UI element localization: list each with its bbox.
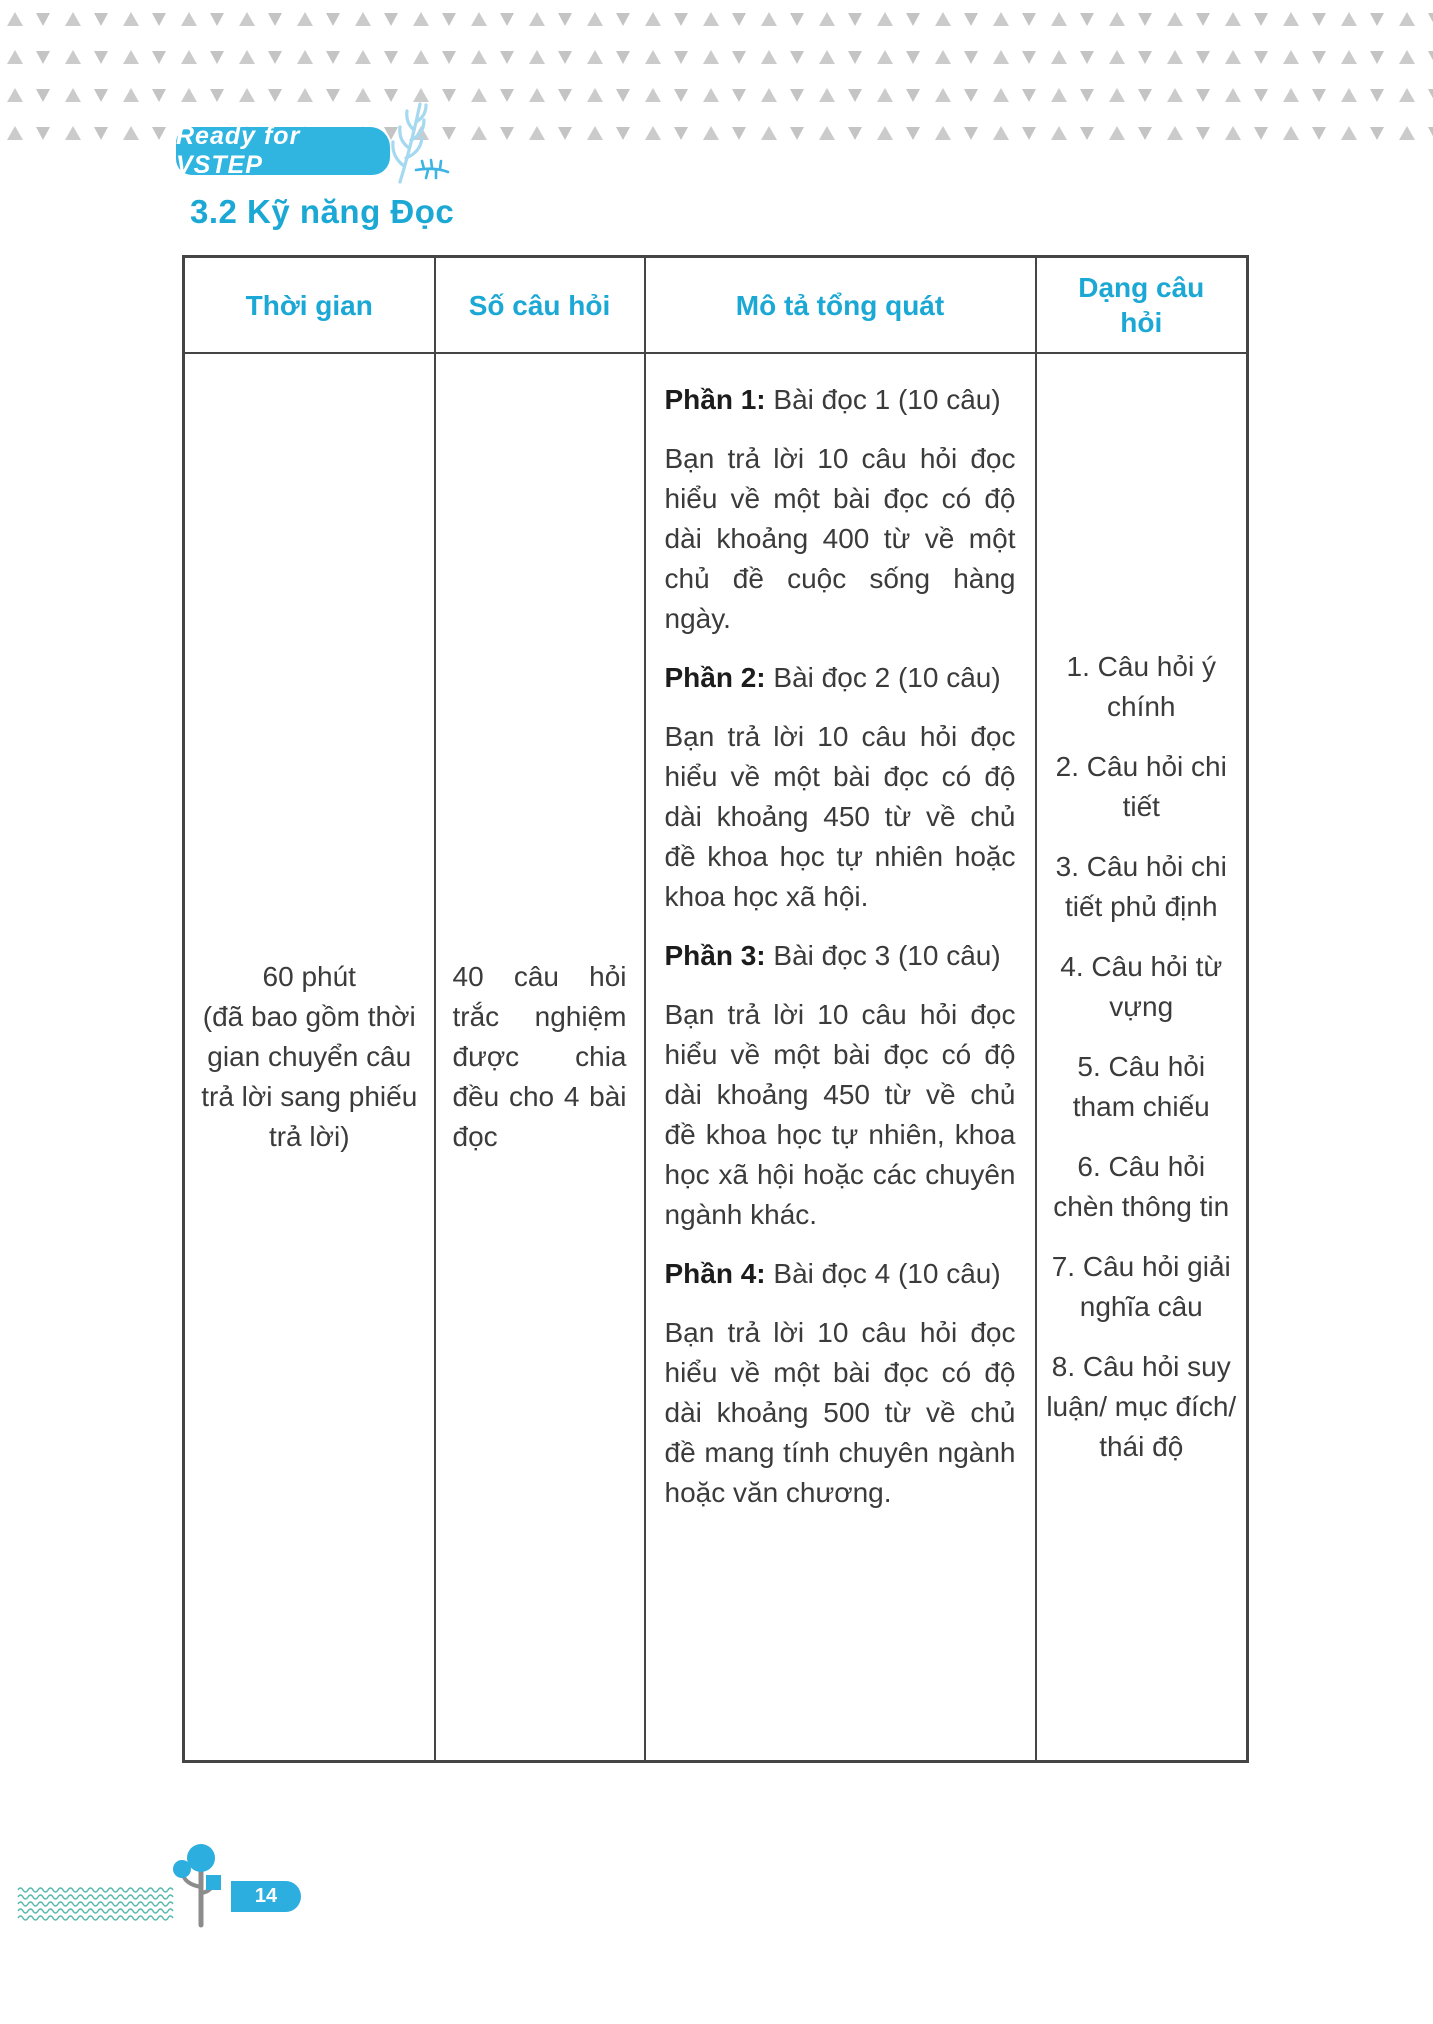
header-thoi-gian: Thời gian (184, 257, 435, 354)
overview-paragraph: Bạn trả lời 10 câu hỏi đọc hiểu về một bài đọc có độ dài khoảng 400 từ về một chủ đề cuộc sống hàng ngày. (664, 443, 1016, 634)
reading-skill-table (182, 255, 1249, 1763)
cell-duration (184, 353, 435, 1762)
table-header-row (184, 257, 1248, 354)
header-so-cau-hoi: Số câu hỏi (435, 257, 645, 354)
table-body-row (184, 353, 1248, 1762)
tree-icon (173, 1844, 221, 1925)
overview-paragraph: Bạn trả lời 10 câu hỏi đọc hiểu về một bài đọc có độ dài khoảng 500 từ về chủ đề mang tính chuyên ngành hoặc văn chương. (664, 1317, 1016, 1508)
cell-overview (645, 353, 1036, 1762)
page-number: 14 (254, 1885, 278, 1907)
question-type-item: 1. Câu hỏi ý chính (1066, 651, 1216, 722)
cell-question-types (1036, 353, 1248, 1762)
fern-icon (378, 96, 458, 188)
overview-paragraph: Phần 3: Bài đọc 3 (10 câu) (664, 940, 1001, 971)
header-mo-ta-tong-quat: Mô tả tổng quát (645, 257, 1036, 354)
overview-paragraph: Phần 4: Bài đọc 4 (10 câu) (664, 1258, 1001, 1289)
page-number-badge (231, 1881, 301, 1912)
question-type-item: 7. Câu hỏi giải nghĩa câu (1051, 1251, 1231, 1322)
duration-main: 60 phút (262, 961, 356, 992)
brand-badge-label: Ready for VSTEP (176, 122, 301, 179)
brand-badge (176, 122, 390, 179)
question-type-item: 2. Câu hỏi chi tiết (1055, 751, 1227, 822)
section-title: 3.2 Kỹ năng Đọc (190, 193, 455, 230)
cell-question-count (435, 353, 645, 1762)
overview-paragraph: Phần 1: Bài đọc 1 (10 câu) (664, 384, 1001, 415)
question-count-text: 40 câu hỏi trắc nghiệm được chia đều cho 4 bài đọc (452, 961, 627, 1152)
question-type-item: 6. Câu hỏi chèn thông tin (1053, 1151, 1230, 1222)
overview-paragraph: Phần 2: Bài đọc 2 (10 câu) (664, 662, 1001, 693)
question-type-item: 8. Câu hỏi suy luận/ mục đích/ thái độ (1046, 1351, 1237, 1462)
question-type-item: 5. Câu hỏi tham chiếu (1072, 1051, 1210, 1122)
duration-note: (đã bao gồm thời gian chuyển câu trả lời sang phiếu trả lời) (201, 1001, 418, 1152)
wave-lines-icon (18, 1888, 173, 1920)
overview-paragraph: Bạn trả lời 10 câu hỏi đọc hiểu về một bài đọc có độ dài khoảng 450 từ về chủ đề khoa học tự nhiên hoặc khoa học xã hội. (664, 721, 1016, 912)
overview-paragraph: Bạn trả lời 10 câu hỏi đọc hiểu về một bài đọc có độ dài khoảng 450 từ về chủ đề khoa học tự nhiên, khoa học xã hội hoặc các chuyên ngành khác. (664, 999, 1016, 1230)
question-type-item: 4. Câu hỏi từ vựng (1060, 951, 1223, 1022)
question-type-item: 3. Câu hỏi chi tiết phủ định (1055, 851, 1227, 922)
header-dang-cau-hoi: Dạng câu hỏi (1036, 257, 1248, 354)
